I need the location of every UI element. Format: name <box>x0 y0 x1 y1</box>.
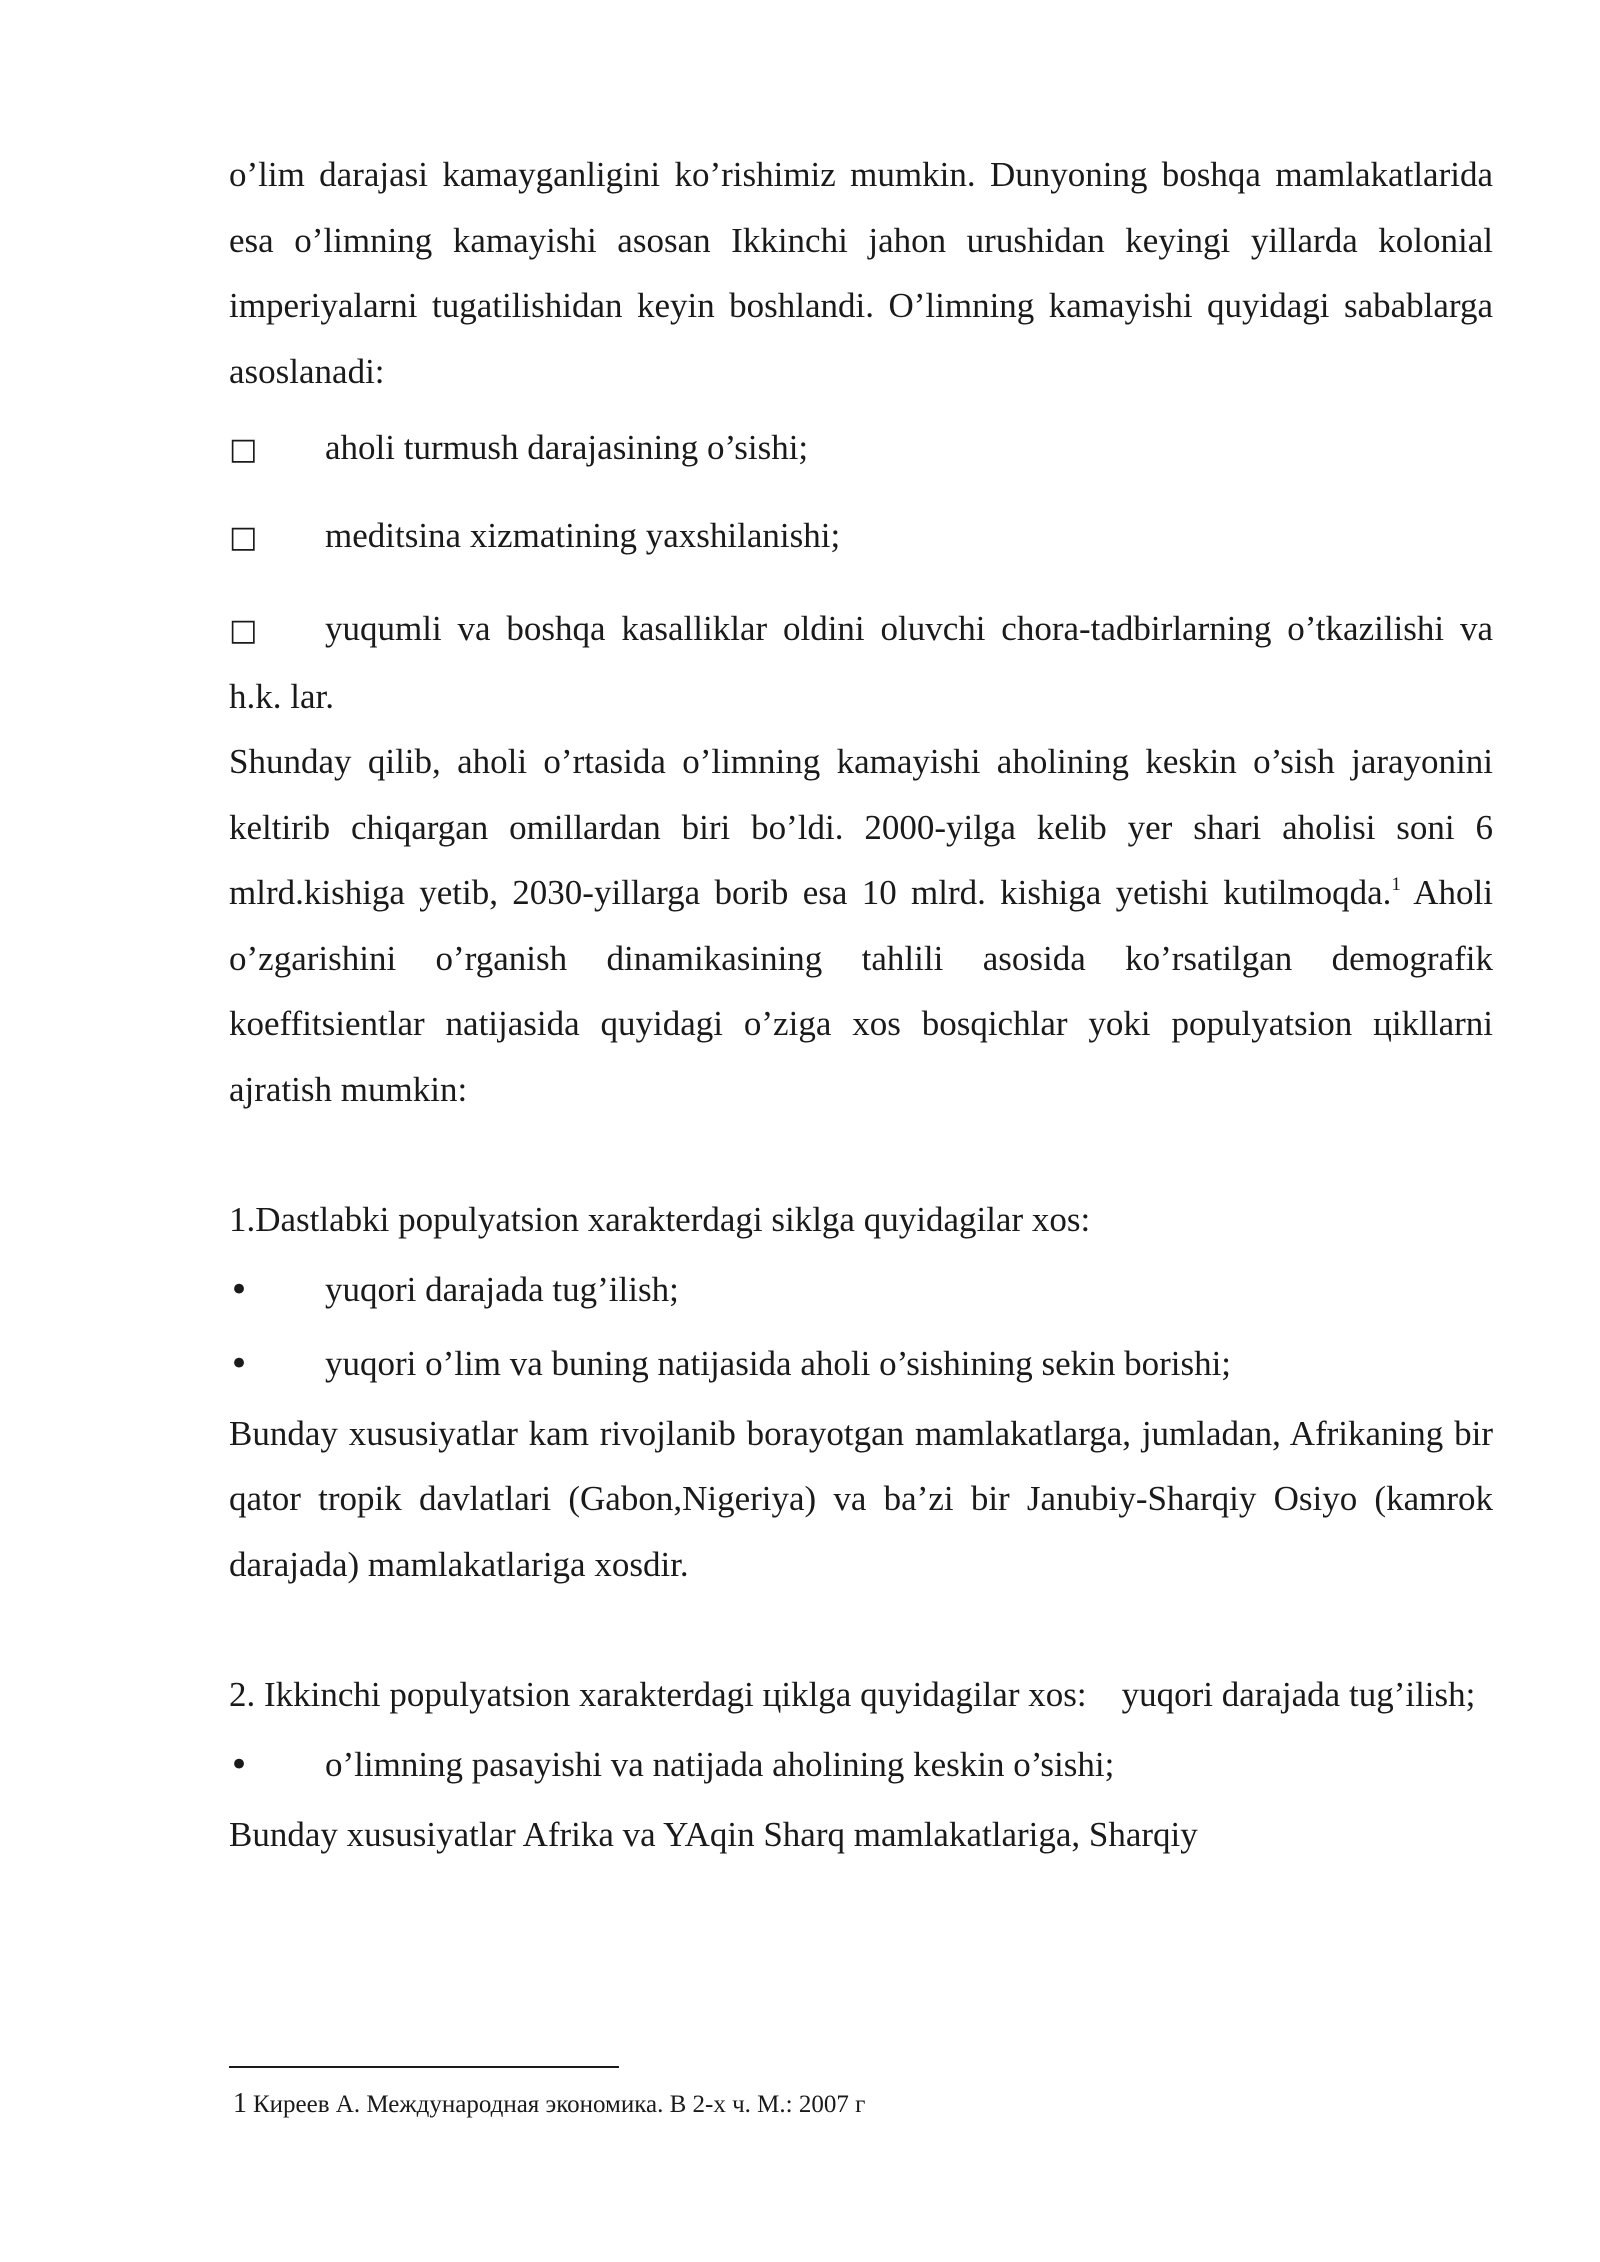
square-bullet-icon: □ <box>229 520 258 555</box>
bullet-icon: • <box>229 1744 250 1785</box>
footnote-number: 1 <box>233 2088 247 2119</box>
footnote-text: Киреев А. Международная экономика. В 2-х ч. М.: 2007 г <box>253 2091 866 2118</box>
footnote-separator <box>229 2066 619 2068</box>
bullet-text: o’limning pasayishi va natijada aholining keskin o’sishi; <box>325 1744 1115 1784</box>
bullet-icon: • <box>229 1269 250 1310</box>
paragraph-population-growth <box>229 729 1493 1122</box>
intro-paragraph: o’lim darajasi kamayganligini ko’rishimiz mumkin. Dunyoning boshqa mamlakatlarida esa o’limning kamayishi asosan Ikkinchi jahon urushidan keyingi yillarda kolonial imperiyalarni tugatilishidan keyin boshlandi. O’limning kamayishi quyidagi sabablarga asoslanadi: <box>229 155 1493 391</box>
section-2-heading: 2. Ikkinchi populyatsion xarakterdagi цiklga quyidagilar xos: yuqori darajada tug’ilish; <box>229 1675 1476 1714</box>
section-1-bullet <box>229 1253 1493 1327</box>
reason-item <box>229 492 1493 580</box>
section-2-bullet <box>229 1728 1493 1802</box>
reason-item <box>229 404 1493 492</box>
section-1-bullet <box>229 1327 1493 1401</box>
bullet-icon: • <box>229 1343 250 1384</box>
square-bullet-icon: □ <box>229 432 258 467</box>
reason-text: aholi turmush darajasining o’sishi; <box>325 428 809 467</box>
square-bullet-icon: □ <box>229 613 258 648</box>
section-1-heading: 1.Dastlabki populyatsion xarakterdagi siklga quyidagilar xos: <box>229 1200 1091 1239</box>
bullet-text: yuqori darajada tug’ilish; <box>325 1269 679 1309</box>
blank-line <box>229 1122 1493 1187</box>
footnote-reference[interactable]: 1 <box>1391 874 1401 895</box>
paragraph-text: Shunday qilib, aholi o’rtasida o’limning kamayishi aholining keskin o’sish jarayonini keltirib chiqargan omillardan biri bo’ldi. 2000-yilga kelib yer shari aholisi soni 6 mlrd.kishiga yetib, 2030-yillarga borib esa 10 mlrd. kishiga yetishi kutilmoqda. <box>229 742 1493 912</box>
section-2-paragraph: Bunday xususiyatlar Afrika va YAqin Sharq mamlakatlariga, Sharqiy <box>229 1814 1198 1854</box>
reason-text: yuqumli va boshqa kasalliklar oldini oluvchi chora-tadbirlarning o’tkazilishi va h.k. lar. <box>229 609 1493 716</box>
section-1-paragraph: Bunday xususiyatlar kam rivojlanib borayotgan mamlakatlarga, jumladan, Afrikaning bir qator tropik davlatlari (Gabon,Nigeriya) va ba’zi bir Janubiy-Sharqiy Osiyo (kamrok darajada) mamlakatlariga xosdir. <box>229 1413 1493 1584</box>
bullet-text: yuqori o’lim va buning natijasida aholi o’sishining sekin borishi; <box>325 1343 1232 1383</box>
reason-item <box>229 596 1493 729</box>
footnote <box>233 2088 865 2120</box>
blank-line <box>229 1597 1493 1662</box>
paragraph-text: Aholi o’zgarishini o’rganish dinamikasining tahlili asosida ko’rsatilgan demografik koeffitsientlar natijasida quyidagi o’ziga xos bosqichlar yoki populyatsion цikllarni ajratish mumkin: <box>229 873 1493 1109</box>
document-body <box>229 142 1493 1867</box>
reason-text: meditsina xizmatining yaxshilanishi; <box>325 516 841 555</box>
